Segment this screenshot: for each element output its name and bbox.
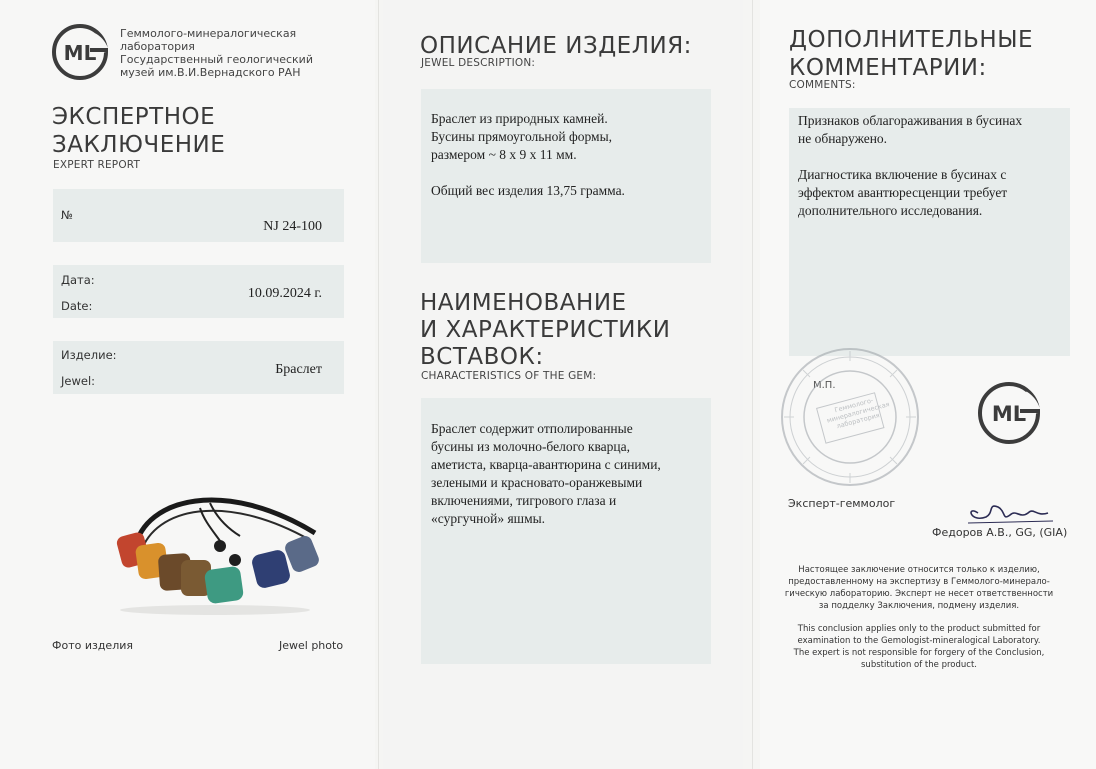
fold-line: [378, 0, 379, 769]
bead-amethyst: [283, 534, 321, 574]
item-box: [53, 341, 344, 394]
characteristics-text: [431, 420, 661, 528]
item-value: Браслет: [275, 362, 322, 377]
bead-blue: [250, 548, 291, 589]
description-line: размером ~ 8 х 9 х 11 мм.: [431, 147, 577, 162]
lab-name-line: музей им.В.И.Вернадского РАН: [120, 66, 301, 79]
report-subtitle: EXPERT REPORT: [53, 159, 141, 171]
comments-title-line2: КОММЕНТАРИИ:: [789, 55, 987, 81]
comments-title: [789, 26, 1033, 82]
characteristics-line: бусины из молочно-белого кварца,: [431, 439, 631, 454]
description-line: [431, 164, 625, 182]
characteristics-subtitle: CHARACTERISTICS OF THE GEM:: [421, 370, 597, 382]
right-panel: [760, 0, 1096, 769]
characteristics-title: [420, 290, 670, 371]
disclaimer-ru: [760, 564, 1078, 612]
fold-line: [752, 0, 753, 769]
disclaimer-en-line: This conclusion applies only to the product submitted for: [797, 624, 1041, 634]
comments-line: [798, 148, 1022, 166]
disclaimer-en-line: substitution of the product.: [861, 660, 977, 670]
comments-line: Признаков облагораживания в бусинах: [798, 113, 1023, 128]
comments-title-line1: ДОПОЛНИТЕЛЬНЫЕ: [789, 27, 1034, 53]
characteristics-line: аметиста, кварца-авантюрина с синими,: [431, 457, 661, 472]
description-title: ОПИСАНИЕ ИЗДЕЛИЯ:: [420, 33, 692, 59]
svg-text:ML: ML: [63, 41, 97, 65]
disclaimer-ru-line: гическую лабораторию. Эксперт не несет ответственности: [784, 589, 1054, 599]
number-label: №: [61, 208, 73, 222]
characteristics-line: Браслет содержит отполированные: [431, 421, 633, 436]
characteristics-line: «сургучной» яшмы.: [431, 511, 546, 526]
lab-logo-small: [975, 379, 1043, 447]
report-title: [52, 103, 225, 159]
stamp-mp-label: М.П.: [813, 380, 836, 391]
description-text: [431, 110, 625, 200]
bead-green-aventurine: [204, 566, 244, 605]
description-line: Общий вес изделия 13,75 грамма.: [431, 183, 625, 198]
jewel-photo: [105, 478, 325, 618]
description-line: Браслет из природных камней.: [431, 111, 608, 126]
report-title-line2: ЗАКЛЮЧЕНИЕ: [52, 132, 226, 158]
photo-label-en: Jewel photo: [279, 639, 344, 652]
lab-name-line: лаборатория: [120, 40, 195, 53]
comments-box: [789, 108, 1070, 356]
date-label-en: Date:: [61, 299, 93, 313]
disclaimer-ru-line: за подделку Заключения, подмену изделия.: [818, 601, 1020, 611]
lab-name-line: Геммолого-минералогическая: [120, 27, 297, 40]
item-label-ru: Изделие:: [61, 348, 117, 362]
date-value: 10.09.2024 г.: [247, 286, 322, 301]
disclaimer-ru-line: Настоящее заключение относится только к изделию,: [798, 565, 1040, 575]
characteristics-line: зелеными и красновато-оранжевыми: [431, 475, 643, 490]
disclaimer-en-line: examination to the Gemologist-mineralogical Laboratory.: [797, 636, 1041, 646]
comments-line: дополнительного исследования.: [798, 203, 983, 218]
disclaimer-en: [760, 623, 1078, 671]
lab-name: [120, 27, 360, 79]
comments-line: Диагностика включение в бусинах с: [798, 167, 1007, 182]
characteristics-title-line2: И ХАРАКТЕРИСТИКИ: [420, 317, 671, 343]
characteristics-line: включениями, тигрового глаза и: [431, 493, 617, 508]
comments-subtitle: COMMENTS:: [789, 79, 856, 91]
characteristics-box: [421, 398, 711, 664]
svg-text:ML: ML: [991, 402, 1027, 426]
description-box: [421, 89, 711, 263]
expert-signature: [958, 495, 1068, 529]
number-box: [53, 189, 344, 242]
date-label-ru: Дата:: [61, 273, 95, 287]
comments-text: [798, 112, 1022, 220]
date-box: [53, 265, 344, 318]
lab-name-line: Государственный геологический: [120, 53, 313, 66]
description-subtitle: JEWEL DESCRIPTION:: [421, 57, 536, 69]
report-title-line1: ЭКСПЕРТНОЕ: [52, 104, 216, 130]
number-value: NJ 24-100: [263, 219, 322, 234]
expert-name: Федоров А.В., GG, (GIA): [932, 526, 1068, 539]
comments-line: эффектом авантюресценции требует: [798, 185, 1008, 200]
disclaimer-ru-line: предоставленному на экспертизу в Геммолого-минерало-: [788, 577, 1050, 587]
disclaimer-en-line: The expert is not responsible for forgery of the Conclusion,: [793, 648, 1045, 658]
comments-line: не обнаружено.: [798, 131, 888, 146]
item-label-en: Jewel:: [61, 374, 96, 388]
characteristics-title-line1: НАИМЕНОВАНИЕ: [420, 290, 627, 316]
description-line: Бусины прямоугольной формы,: [431, 129, 613, 144]
characteristics-title-line3: ВСТАВОК:: [420, 344, 544, 370]
middle-panel: [383, 0, 743, 769]
lab-logo: [50, 22, 110, 82]
lab-stamp: [775, 345, 925, 490]
left-panel: [0, 0, 375, 769]
expert-label: Эксперт-геммолог: [788, 497, 896, 510]
photo-label-ru: Фото изделия: [52, 639, 134, 652]
stamp-center-text: Геммолого-минералогическая лаборатория: [825, 396, 891, 431]
